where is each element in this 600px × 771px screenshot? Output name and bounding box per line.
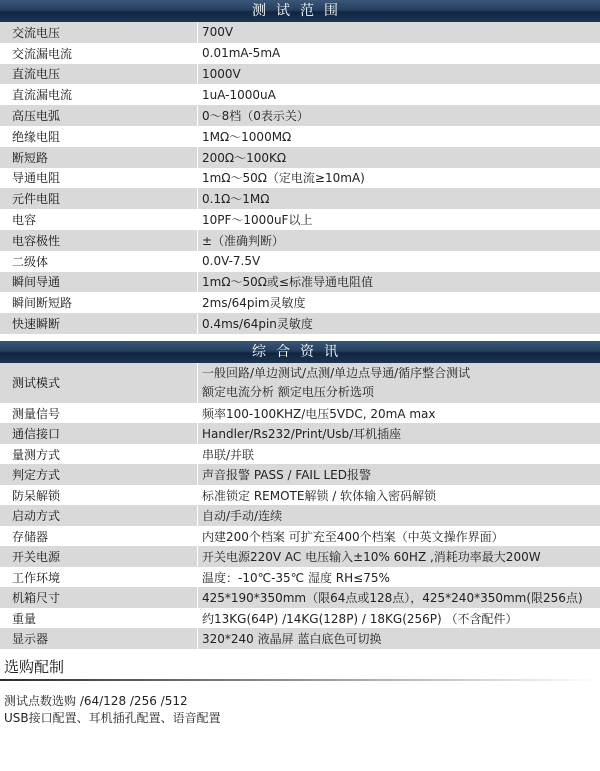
- row-value: Handler/Rs232/Print/Usb/耳机插座: [198, 423, 600, 444]
- row-value: 425*190*350mm（限64点或128点），425*240*350mm(限256点): [198, 587, 600, 608]
- row-value: 10PF～1000uF以上: [198, 209, 600, 230]
- row-value: 1uA-1000uA: [198, 84, 600, 105]
- table-row: [0, 64, 600, 85]
- row-label: 导通电阻: [0, 168, 198, 189]
- row-value: 320*240 液晶屏 蓝白底色可切换: [198, 628, 600, 649]
- row-label: 测量信号: [0, 403, 198, 424]
- row-value: 2ms/64pim灵敏度: [198, 292, 600, 313]
- row-label: 启动方式: [0, 505, 198, 526]
- row-value: 串联/并联: [198, 444, 600, 465]
- table-row: [0, 313, 600, 334]
- row-label: 防呆解锁: [0, 485, 198, 506]
- table-row: [0, 363, 600, 403]
- table-row: [0, 444, 600, 465]
- row-value: 0.4ms/64pin灵敏度: [198, 313, 600, 334]
- row-label: 交流电压: [0, 22, 198, 43]
- row-value: 1mΩ～50Ω或≤标准导通电阻值: [198, 272, 600, 293]
- row-value: [198, 363, 600, 403]
- table-row: [0, 403, 600, 424]
- general-info-table: [0, 363, 600, 649]
- row-label: 快速瞬断: [0, 313, 198, 334]
- row-label: 电容极性: [0, 230, 198, 251]
- table-row: [0, 43, 600, 64]
- row-label: 断短路: [0, 147, 198, 168]
- row-value: 0.1Ω～1MΩ: [198, 188, 600, 209]
- row-label: 交流漏电流: [0, 43, 198, 64]
- table-row: [0, 22, 600, 43]
- table-row: [0, 292, 600, 313]
- row-label: 直流漏电流: [0, 84, 198, 105]
- row-label: 二级体: [0, 251, 198, 272]
- options-line-1: 测试点数选购 /64/128 /256 /512: [4, 693, 188, 708]
- row-value-line-1: 一般回路/单边测试/点测/单边点导通/循序整合测试: [202, 365, 471, 380]
- table-row: [0, 209, 600, 230]
- row-value: 温度：-10℃-35℃ 湿度 RH≤75%: [198, 567, 600, 588]
- row-label: 测试模式: [0, 363, 198, 403]
- row-value: 1MΩ～1000MΩ: [198, 126, 600, 147]
- row-value: 0.01mA-5mA: [198, 43, 600, 64]
- row-value: 约13KG(64P) /14KG(128P) / 18KG(256P) （不含配件）: [198, 608, 600, 629]
- row-value: 开关电源220V AC 电压输入±10% 60HZ ,消耗功率最大200W: [198, 546, 600, 567]
- table-row: [0, 608, 600, 629]
- row-value: 0.0V-7.5V: [198, 251, 600, 272]
- table-row: [0, 505, 600, 526]
- row-label: 瞬间断短路: [0, 292, 198, 313]
- row-label: 判定方式: [0, 464, 198, 485]
- test-range-table: [0, 22, 600, 334]
- table-row: [0, 587, 600, 608]
- options-line-2: USB接口配置、耳机插孔配置、语音配置: [4, 710, 221, 725]
- table-row: [0, 105, 600, 126]
- row-value: 1mΩ～50Ω（定电流≥10mA): [198, 168, 600, 189]
- row-value: 200Ω～100KΩ: [198, 147, 600, 168]
- section-header-general-info: 综合资讯: [0, 341, 600, 363]
- row-label: 电容: [0, 209, 198, 230]
- row-value: 700V: [198, 22, 600, 43]
- row-value: 自动/手动/连续: [198, 505, 600, 526]
- table-row: [0, 147, 600, 168]
- row-label: 直流电压: [0, 64, 198, 85]
- row-value: 声音报警 PASS / FAIL LED报警: [198, 464, 600, 485]
- row-label: 存储器: [0, 526, 198, 547]
- section-header-test-range: 测试范围: [0, 0, 600, 22]
- table-row: [0, 251, 600, 272]
- table-row: [0, 464, 600, 485]
- options-title: 选购配制: [4, 657, 65, 676]
- row-label: 高压电弧: [0, 105, 198, 126]
- table-row: [0, 188, 600, 209]
- row-label: 通信接口: [0, 423, 198, 444]
- table-row: [0, 567, 600, 588]
- row-label: 开关电源: [0, 546, 198, 567]
- table-row: [0, 485, 600, 506]
- row-label: 重量: [0, 608, 198, 629]
- row-label: 瞬间导通: [0, 272, 198, 293]
- row-label: 工作环境: [0, 567, 198, 588]
- row-value: 内建200个档案 可扩充至400个档案（中英文操作界面）: [198, 526, 600, 547]
- row-value-line-2: 额定电流分析 额定电压分析选项: [202, 384, 374, 399]
- row-value: 0～8档（0表示关）: [198, 105, 600, 126]
- options-section: [0, 649, 600, 727]
- table-row: [0, 230, 600, 251]
- row-label: 量测方式: [0, 444, 198, 465]
- row-value: 标准锁定 REMOTE解锁 / 软体输入密码解锁: [198, 485, 600, 506]
- table-row: [0, 168, 600, 189]
- row-value: 1000V: [198, 64, 600, 85]
- row-label: 显示器: [0, 628, 198, 649]
- row-value: 频率100-100KHZ/电压5VDC, 20mA max: [198, 403, 600, 424]
- table-row: [0, 126, 600, 147]
- table-row: [0, 84, 600, 105]
- table-row: [0, 272, 600, 293]
- row-label: 绝缘电阻: [0, 126, 198, 147]
- table-row: [0, 526, 600, 547]
- table-row: [0, 546, 600, 567]
- table-row: [0, 423, 600, 444]
- table-row: [0, 628, 600, 649]
- row-label: 机箱尺寸: [0, 587, 198, 608]
- row-label: 元件电阻: [0, 188, 198, 209]
- row-value: ±（准确判断）: [198, 230, 600, 251]
